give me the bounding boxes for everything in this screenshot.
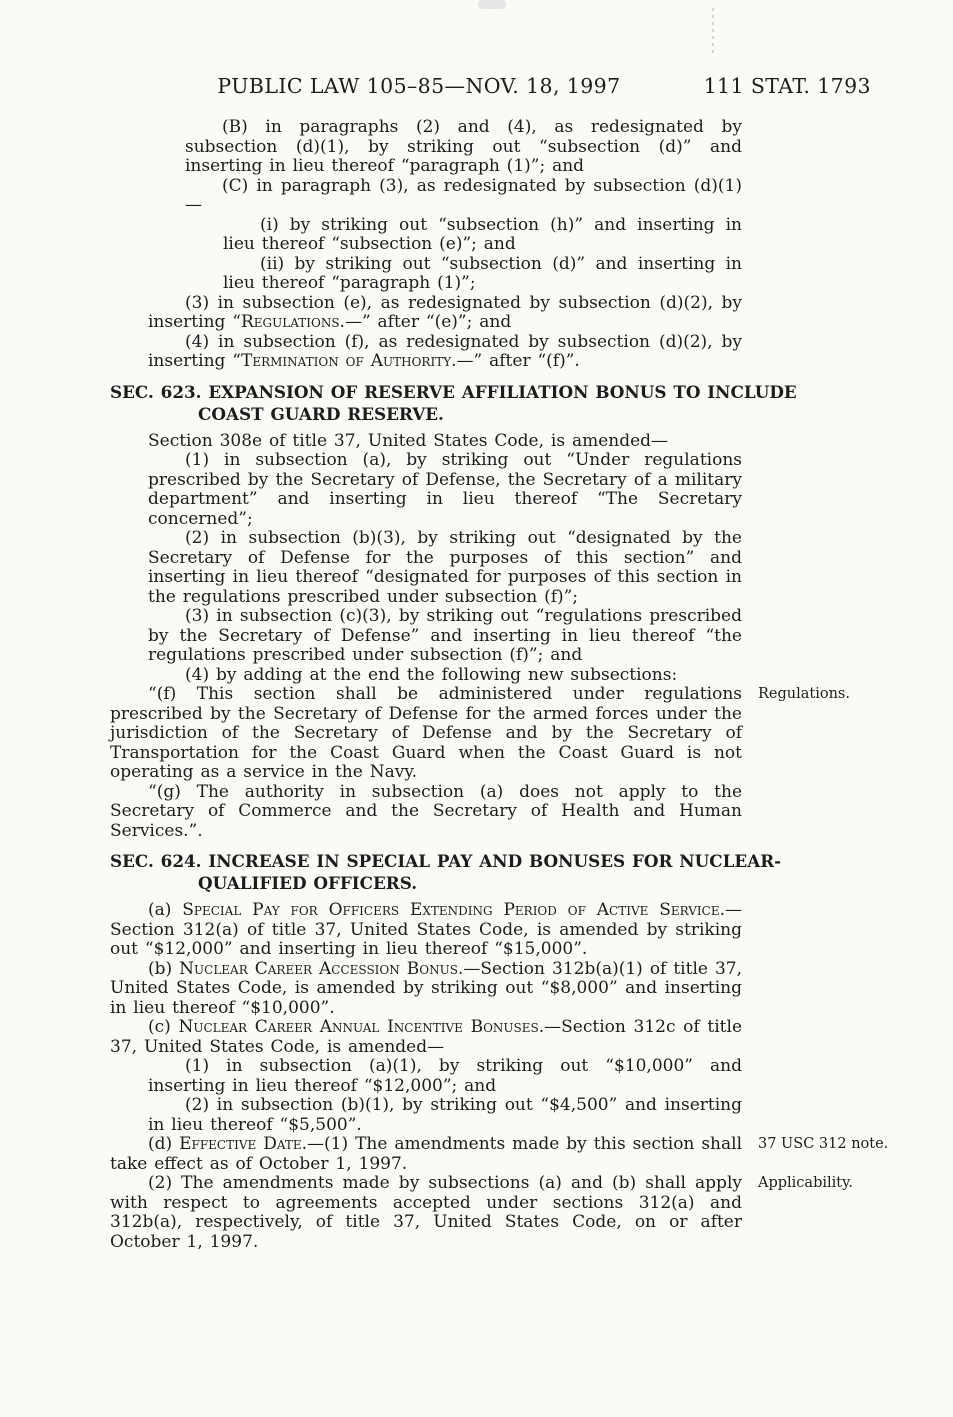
clause-C: (C) in paragraph (3), as redesignated by subsection (d)(1)—: [185, 175, 742, 215]
page-header-stat-number: 111 STAT. 1793: [703, 74, 871, 98]
clause-3: [110, 294, 742, 333]
sec308e-amendment-1: (1) in subsection (a), by striking out “Under regulations prescribed by the Secretary of Defense, the Secretary of a military department” and inserting in lieu thereof “The Secretary concerned”;: [148, 450, 742, 529]
statute-text-column: [110, 117, 889, 1252]
small-caps-run: Termination of Authority.: [241, 351, 457, 371]
subsection-f: [110, 684, 850, 783]
text-run: (b): [148, 958, 180, 979]
small-caps-run: Nuclear Career Accession Bonus.: [179, 958, 464, 979]
text-run: —(1) The amendments made by this section shall take effect as of October 1, 1997.: [110, 1134, 743, 1174]
text-run: (d): [148, 1134, 180, 1154]
text-run: —Section 312(a) of title 37, United States Code, is amended by striking out “$12,000” and inserting in lieu thereof “$15,000”.: [110, 900, 742, 959]
sec308e-amendment-4: (4) by adding at the end the following new subsections:: [185, 664, 678, 685]
sec624-subsection-b: [110, 960, 742, 1019]
section-623-heading: [110, 381, 797, 425]
sec624-c-amendment-2: (2) in subsection (b)(1), by striking out “$4,500” and inserting in lieu thereof “$5,500”.: [148, 1095, 742, 1135]
clause-4: [110, 333, 742, 372]
text-run: —” after “(e)”; and: [344, 312, 512, 332]
sec308e-amendment-3: (3) in subsection (c)(3), by striking out “regulations prescribed by the Secretary of Defense” and inserting in lieu thereof “the regulations prescribed under subsection (f)”; and: [148, 606, 742, 665]
text-run: (c): [148, 1017, 179, 1037]
heading-line: SEC. 623. EXPANSION OF RESERVE AFFILIATION BONUS TO INCLUDE: [110, 381, 797, 402]
sec624-c-amendment-1: (1) in subsection (a)(1), by striking out “$10,000” and inserting in lieu thereof “$12,000”; and: [148, 1056, 742, 1096]
small-caps-run: Special Pay for Officers Extending Period of Active Service.: [182, 900, 725, 920]
text-run: (a): [148, 900, 183, 920]
small-caps-run: Nuclear Career Annual Incentive Bonuses.: [178, 1017, 545, 1037]
sec624-subsection-c: [110, 1018, 742, 1057]
clause-i: (i) by striking out “subsection (h)” and inserting in lieu thereof “subsection (e)”; and: [223, 214, 742, 254]
small-caps-run: Regulations.: [241, 312, 345, 332]
text-run: (4) in subsection (f), as redesignated by subsection (d)(2), by inserting “: [148, 331, 742, 371]
sec624-subsection-a: [110, 901, 742, 960]
text-run: “(f) This section shall be administered under regulations prescribed by the Secretary of Defense for the armed forces under the jurisdiction of the Secretary of Defense and by the Secretary of Transportation for the Coast Guard when the Coast Guard is not operating as a service in the Navy.: [110, 684, 742, 782]
text-run: (2) The amendments made by subsections (a) and (b) shall apply with respect to agreements accepted under sections 312(a) and 312b(a), respectively, of title 37, United States Code, on or after October 1, 1997.: [110, 1173, 742, 1252]
sec624-subsection-d: [110, 1134, 889, 1174]
text-run: (3) in subsection (e), as redesignated by subsection (d)(2), by inserting “: [148, 292, 742, 332]
margin-note-usc: 37 USC 312 note.: [758, 1136, 889, 1152]
sec308e-intro: Section 308e of title 37, United States Code, is amended—: [148, 430, 669, 451]
text-run: —” after “(f)”.: [456, 351, 580, 371]
heading-line: COAST GUARD RESERVE.: [198, 403, 444, 424]
sec308e-amendment-2: (2) in subsection (b)(3), by striking out “designated by the Secretary of Defense for the purposes of this section” and inserting in lieu thereof “designated for purposes of this section in the regulations prescribed under subsection (f)”;: [148, 528, 742, 607]
page-header-law-title: PUBLIC LAW 105–85—NOV. 18, 1997: [217, 74, 621, 98]
clause-ii: (ii) by striking out “subsection (d)” and inserting in lieu thereof “paragraph (1)”;: [223, 253, 742, 293]
small-caps-run: Effective Date.: [179, 1134, 308, 1154]
section-624-heading: [110, 850, 782, 894]
margin-note-applicability: Applicability.: [758, 1175, 853, 1191]
scan-artifact: [478, 0, 506, 9]
scan-artifact: [712, 8, 714, 56]
text-run: —Section 312b(a)(1) of title 37, United States Code, is amended by striking out “$8,000” and inserting in lieu thereof “$10,000”.: [110, 958, 742, 1018]
text-run: —Section 312c of title 37, United States Code, is amended—: [110, 1017, 743, 1057]
clause-B: (B) in paragraphs (2) and (4), as redesignated by subsection (d)(1), by striking out “subsection (d)” and inserting in lieu thereof “paragraph (1)”; and: [185, 117, 742, 176]
heading-line: SEC. 624. INCREASE IN SPECIAL PAY AND BONUSES FOR NUCLEAR-: [110, 851, 782, 871]
subsection-g: “(g) The authority in subsection (a) does not apply to the Secretary of Commerce and the Secretary of Health and Human Services.”.: [110, 781, 742, 841]
margin-note-regulations: Regulations.: [758, 686, 850, 702]
heading-line: QUALIFIED OFFICERS.: [198, 873, 418, 893]
sec624-d-paragraph-2: [110, 1173, 853, 1252]
